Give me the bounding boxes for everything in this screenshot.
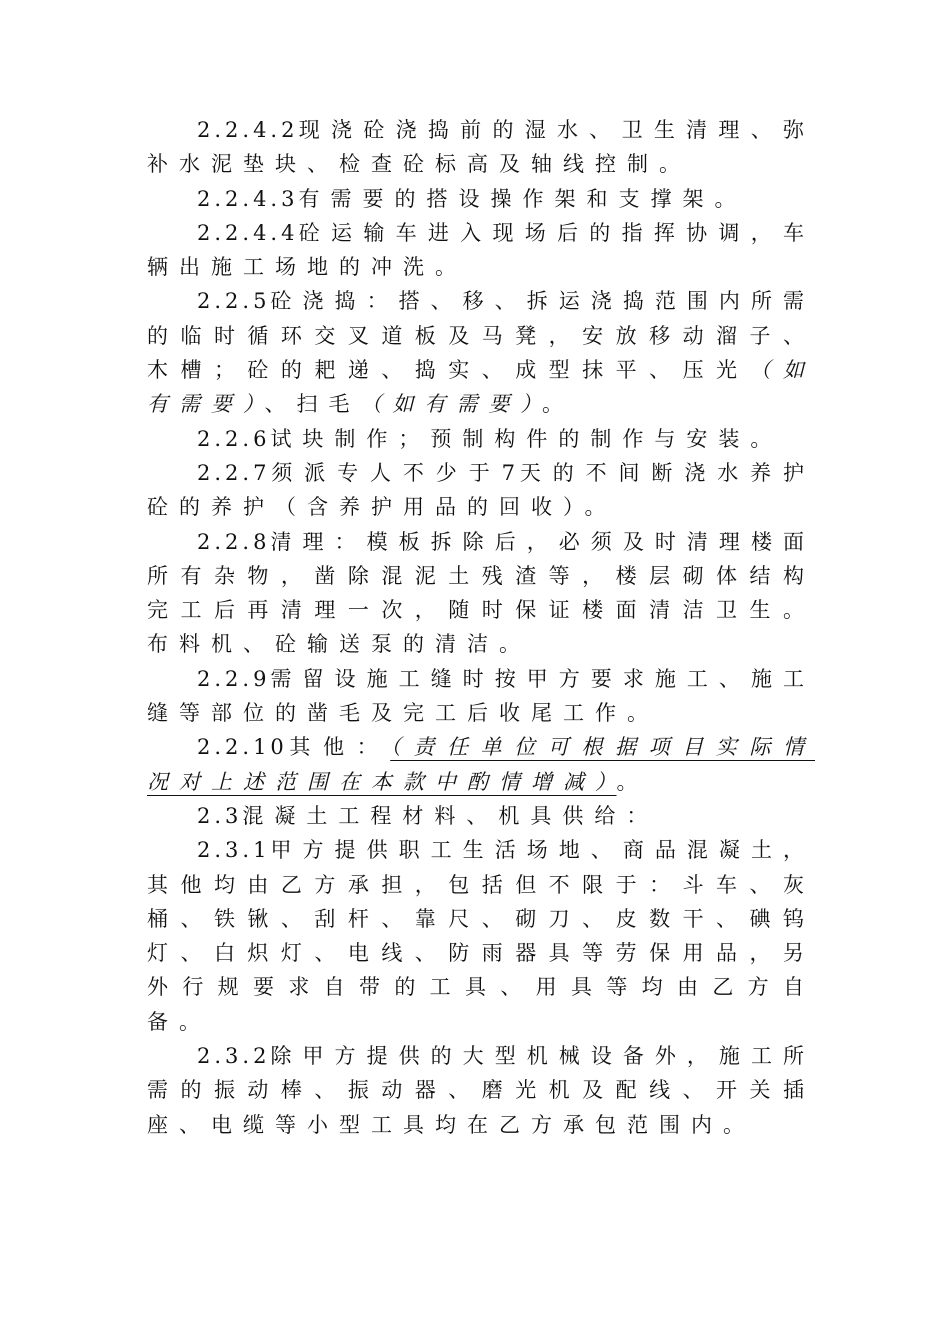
clause-number: 2.2.10	[197, 735, 288, 760]
clause-number: 2.2.9	[197, 666, 271, 691]
italic-note: （如有需要）	[360, 392, 542, 417]
paragraph-2-2-10	[147, 730, 815, 799]
clause-number: 2.2.8	[197, 529, 271, 554]
days-value: 7	[501, 460, 519, 485]
clause-text: 砼浇捣：搭、移、拆运浇捣范围内所需的临时循环交叉道板及马凳，安放移动溜子、木槽；砼的耙递、捣实、成型抹平、压光	[147, 289, 815, 383]
underlined-note: （责任单位可根据项目实际情况对上述范围在本款中酌情增减）	[147, 735, 816, 794]
clause-text: 须派专人不少于	[270, 460, 502, 485]
clause-text: 现浇砼浇捣前的湿水、卫生清理、弥补水泥垫块、检查砼标高及轴线控制。	[147, 118, 815, 177]
paragraph-2-3	[147, 799, 815, 833]
clause-text: 甲方提供职工生活场地、商品混凝土，其他均由乙方承担，包括但不限于：斗车、灰桶、铁锹、刮杆、靠尺、砌刀、皮数干、碘钨灯、白炽灯、电线、防雨器具等劳保用品，另外行规要求自带的工具、用具等均由乙方自备。	[147, 838, 815, 1034]
clause-label: 其他：	[287, 735, 391, 760]
italic-note: （如有需要）	[147, 358, 816, 417]
clause-text: 需留设施工缝时按甲方要求施工、施工缝等部位的凿毛及完工后收尾工作。	[147, 666, 815, 726]
clause-text: 砼运输车进入现场后的指挥协调，车辆出施工场地的冲洗。	[147, 220, 815, 280]
clause-text: 试块制作；预制构件的制作与安装。	[270, 426, 783, 451]
paragraph-2-2-4-3	[147, 182, 815, 216]
paragraph-2-2-8	[147, 525, 815, 662]
paragraph-2-2-7	[147, 456, 815, 525]
paragraph-2-2-5	[147, 284, 815, 421]
document-body	[147, 113, 815, 1142]
clause-number: 2.2.4.2	[197, 118, 299, 142]
clause-text: 有需要的搭设操作架和支撑架。	[298, 186, 747, 211]
clause-text: 、扫毛	[264, 392, 361, 417]
paragraph-2-2-4-4	[147, 216, 815, 285]
section-number: 2.3	[197, 803, 243, 828]
paragraph-2-2-4-2	[147, 113, 815, 182]
clause-number: 2.2.4.4	[197, 220, 299, 245]
paragraph-2-3-2	[147, 1039, 815, 1142]
paragraph-2-3-1	[147, 833, 815, 1039]
clause-number: 2.3.2	[197, 1044, 271, 1069]
clause-number: 2.2.4.3	[197, 186, 299, 211]
clause-number: 2.2.5	[197, 289, 271, 314]
clause-tail: 。	[616, 769, 649, 794]
clause-text: 清理：模板拆除后，必须及时清理楼面所有杂物，凿除混泥土残渣等，楼层砌体结构完工后再清理一次，随时保证楼面清洁卫生。布料机、砼输送泵的清洁。	[147, 529, 815, 657]
clause-text: 天的不间断浇水养护砼的养护（含养护用品的回收）。	[147, 460, 816, 520]
clause-number: 2.2.7	[197, 460, 271, 485]
paragraph-2-2-6	[147, 422, 815, 456]
section-heading: 混凝土工程材料、机具供给：	[242, 803, 659, 828]
clause-text: 除甲方提供的大型机械设备外，施工所需的振动棒、振动器、磨光机及配线、开关插座、电缆等小型工具均在乙方承包范围内。	[147, 1044, 815, 1137]
clause-number: 2.2.6	[197, 426, 271, 451]
paragraph-2-2-9	[147, 662, 815, 731]
clause-text: 。	[542, 392, 574, 417]
clause-number: 2.3.1	[197, 838, 271, 863]
